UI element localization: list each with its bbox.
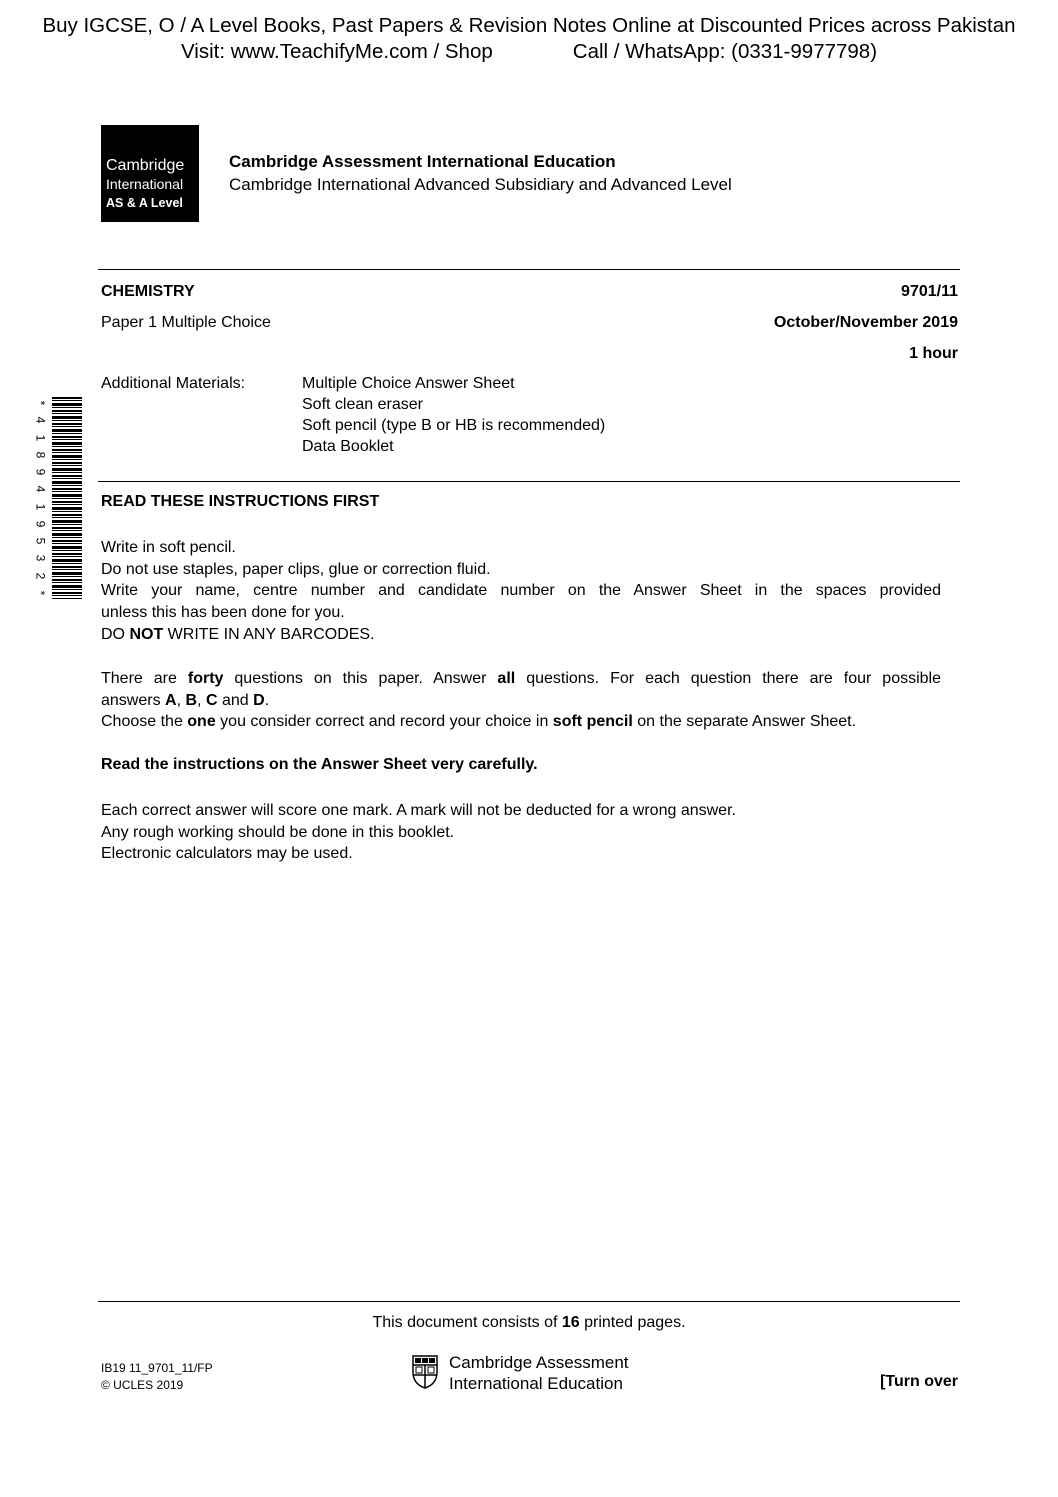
header-divider <box>98 269 960 270</box>
instruction-line: answers A, B, C and D. <box>101 691 270 709</box>
answer-sheet-note: Read the instructions on the Answer Sheet very carefully. <box>101 756 538 773</box>
barcode-digit: 1 <box>33 434 47 441</box>
barcode-digit: 1 <box>33 503 47 510</box>
syllabus-code: 9701/11 <box>901 283 958 300</box>
cambridge-logo <box>101 125 199 222</box>
crest-icon <box>412 1355 438 1389</box>
material-item: Data Booklet <box>302 438 394 455</box>
instructions-block-1 <box>101 537 941 646</box>
instruction-line: Choose the one you consider correct and record your choice in soft pencil on the separate Answer Sheet. <box>101 713 857 731</box>
instructions-divider <box>98 481 960 482</box>
barcode-digit: * <box>32 400 47 406</box>
instructions-heading: READ THESE INSTRUCTIONS FIRST <box>101 493 380 510</box>
logo-line-2: International <box>106 176 184 192</box>
barcode-digit: 8 <box>33 451 47 459</box>
organisation-name: Cambridge Assessment International Education <box>229 152 616 171</box>
instruction-line: DO NOT WRITE IN ANY BARCODES. <box>101 625 375 643</box>
page-count: This document consists of 16 printed pages. <box>372 1314 686 1331</box>
material-item: Soft pencil (type B or HB is recommended) <box>302 417 606 434</box>
barcode-digit: 4 <box>33 485 47 493</box>
exam-duration: 1 hour <box>909 345 958 362</box>
materials-label: Additional Materials: <box>101 375 246 392</box>
barcode-digit: 4 <box>33 416 47 424</box>
instruction-line: There are forty questions on this paper. Answer all questions. For each question there are four possible <box>101 670 941 687</box>
barcode-bars <box>52 397 82 599</box>
qualification-name: Cambridge International Advanced Subsidiary and Advanced Level <box>229 175 732 194</box>
footer-logo-line-2: International Education <box>449 1374 623 1393</box>
footer-logo-line-1: Cambridge Assessment <box>449 1353 629 1372</box>
instruction-line: Any rough working should be done in this booklet. <box>101 823 455 841</box>
banner-call: Call / WhatsApp: (0331-9977798) <box>572 40 878 63</box>
barcode-digit: 2 <box>33 572 47 579</box>
instruction-line: Do not use staples, paper clips, glue or correction fluid. <box>101 560 491 578</box>
instruction-line: Each correct answer will score one mark. A mark will not be deducted for a wrong answer. <box>101 802 736 819</box>
material-item: Soft clean eraser <box>302 396 423 413</box>
instructions-block-2 <box>101 668 941 733</box>
exam-session: October/November 2019 <box>773 314 958 331</box>
document-reference: IB19 11_9701_11/FP <box>101 1361 213 1375</box>
paper-title: Paper 1 Multiple Choice <box>101 314 271 331</box>
instruction-line: Electronic calculators may be used. <box>101 845 353 863</box>
logo-line-1: Cambridge <box>106 157 185 174</box>
barcode-digits <box>33 397 47 599</box>
footer-divider <box>98 1301 960 1302</box>
barcode-digit: 3 <box>33 555 47 562</box>
subject: CHEMISTRY <box>101 283 195 300</box>
banner-line-2 <box>0 40 1058 64</box>
barcode-digit: 9 <box>33 468 47 476</box>
copyright: © UCLES 2019 <box>101 1378 184 1392</box>
banner-line-1: Buy IGCSE, O / A Level Books, Past Papers & Revision Notes Online at Discounted Prices across Pakistan <box>42 14 1016 37</box>
barcode-digit: 9 <box>33 520 47 528</box>
turn-over: [Turn over <box>880 1373 958 1390</box>
barcode-digit: * <box>32 590 47 596</box>
banner-visit: Visit: www.TeachifyMe.com / Shop <box>180 40 493 63</box>
barcode-digit: 5 <box>33 537 47 545</box>
instruction-line: unless this has been done for you. <box>101 604 345 622</box>
instruction-line: Write your name, centre number and candidate number on the Answer Sheet in the spaces provided <box>101 582 941 600</box>
instructions-block-4 <box>101 800 941 865</box>
material-item: Multiple Choice Answer Sheet <box>302 375 515 392</box>
logo-line-3: AS & A Level <box>106 196 183 210</box>
instruction-line: Write in soft pencil. <box>101 539 236 556</box>
